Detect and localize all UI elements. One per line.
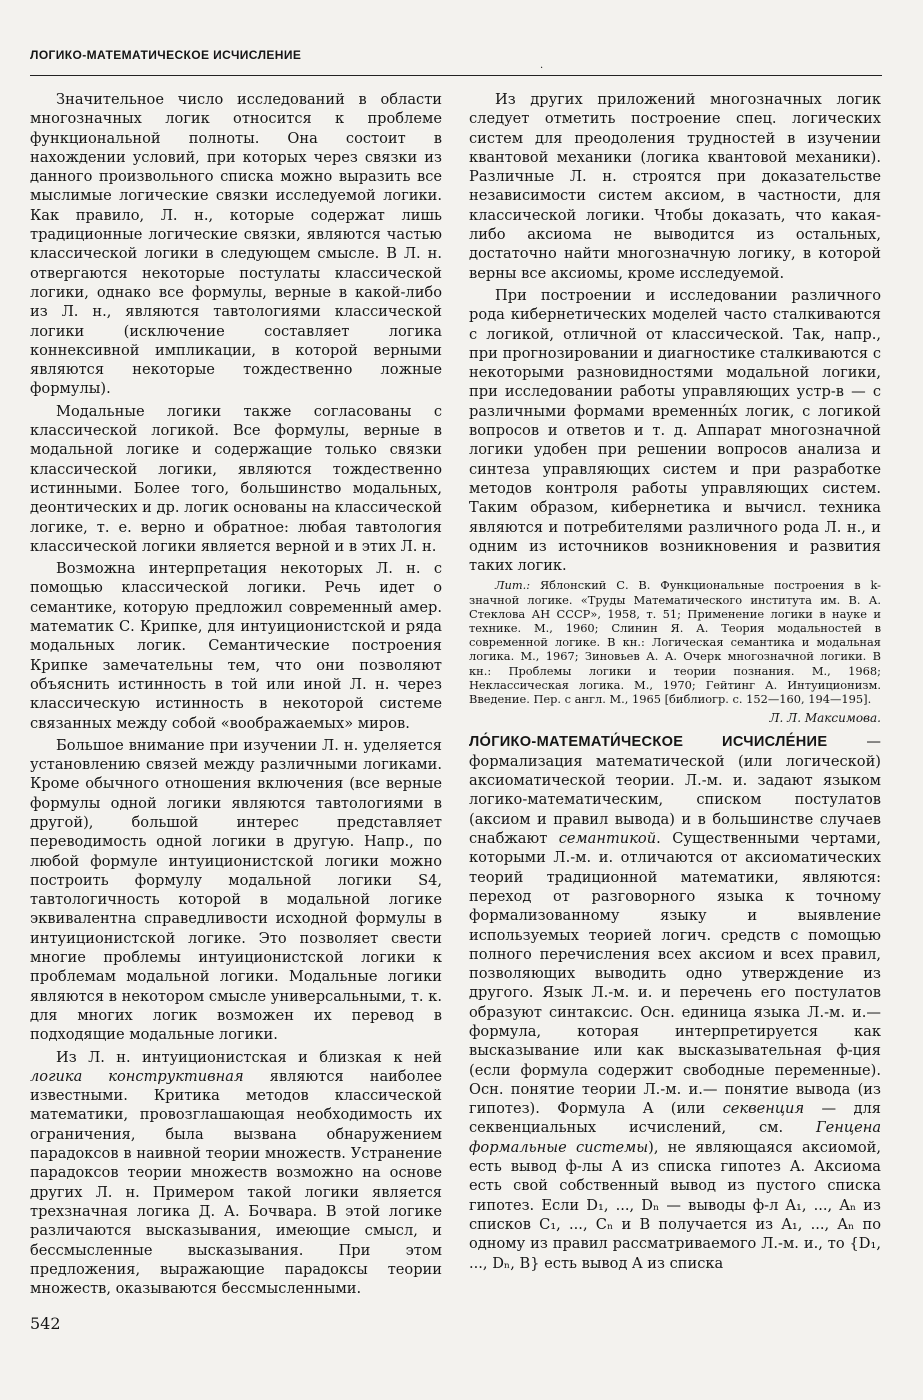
page-number: 542 xyxy=(30,1314,61,1333)
paragraph-translation: Большое внимание при изучении Л. н. уделяется установлению связей между различными логиками. Кроме обычного отношения включения (все верные формулы одной логики являются тавтологиями в другой), большой интерес представляет переводимость одной логики в другую. Напр., по любой формуле интуиционистской логики можно построить формулу модальной логики S4, тавтологичность которой в модальной логике эквивалентна справедливости исходной формулы в интуиционистской логике. Это позволяет свести многие проблемы интуиционистской логики к проблемам модальной логики. Модальные логики являются в некотором смысле универсальными, т. к. для многих логик возможен их перевод в подходящие модальные логики. xyxy=(30,736,442,1044)
cross-reference: логика конструктивная xyxy=(30,1067,244,1085)
paragraph-cybernetics: При построении и исследовании различного рода кибернетических моделей часто сталкиваются с логикой, отличной от классической. Так, напр., при прогнозировании и диагностике сталкиваются с некоторыми разновидностями модальной логики, при исследовании работы управляющих устр-в — с различными формами временны́х логик, с логикой вопросов и ответов и т. д. Аппарат многозначной логики удобен при решении вопросов анализа и синтеза управляющих систем и при разработке методов контроля работы управляющих систем. Таким образом, кибернетика и вычисл. техника являются и потребителями различного рода Л. н., и одним из источников возникновения и развития таких логик. xyxy=(469,286,881,575)
header-rule xyxy=(30,75,882,76)
cross-reference: семантикой xyxy=(558,830,657,848)
text: являются наиболее известными. Критика методов классической математики, провозглашающая необходимость их ограничения, была вызвана обнаружением парадоксов в наивной теории множеств. Устранение парадоксов теории множеств возможно на основе других Л. н. Примером такой логики является трехзначная логика Д. А. Бочвара. В этой логике различаются высказывания, имеющие смысл, и бессмысленные высказывания. При этом предложения, выражающие парадоксы теории множеств, оказываются бессмысленными. xyxy=(30,1067,442,1298)
author-signature: Л. Л. Максимова. xyxy=(769,711,881,726)
text: — для секвенциальных исчислений, см. xyxy=(469,1100,881,1137)
running-header: ЛОГИКО-МАТЕМАТИЧЕСКОЕ ИСЧИСЛЕНИЕ xyxy=(30,48,302,62)
text: ), не являющаяся аксиомой, есть вывод ф-лы A из списка гипотез A. Аксиома есть свой собственный вывод из пустого списка гипотез. Если D₁, ..., Dₙ — выводы ф-л A₁, ..., Aₙ из списков C₁, ..., Cₙ и B получается из A₁, ..., Aₙ по одному из правил рассматриваемого Л.-м. и., то {D₁, ..., Dₙ, B} есть вывод A из списка xyxy=(469,1138,881,1272)
cross-reference: Генцена формальные системы xyxy=(469,1119,882,1156)
text: Из Л. н. интуиционистская и близкая к ней xyxy=(56,1048,442,1066)
literature-list xyxy=(469,578,881,706)
header-dot: . xyxy=(540,60,544,71)
paragraph-applications: Из других приложений многозначных логик следует отметить построение спец. логических систем для преодоления трудностей в изучении квантовой механики (логика квантовой механики). Различные Л. н. строятся при доказательстве независимости систем аксиом, в частности, для классической логики. Чтобы доказать, что какая-либо аксиома не выводится из остальных, достаточно найти многозначную логику, в которой верны все аксиомы, кроме исследуемой. xyxy=(469,91,881,282)
literature-text: Яблонский С. В. Функциональные построения в k-значной логике. «Труды Математического института им. В. А. Стеклова АН СССР», 1958, т. 51; Применение логики в науке и технике. М., 1960; Слинин Я. А. Теория модальностей в современной логике. В кн.: Логическая семантика и модальная логика. М., 1967; Зиновьев А. А. Очерк многозначной логики. В кн.: Проблемы логики и теории познания. М., 1968; Неклассическая логика. М., 1970; Гейтинг А. Интуиционизм. Введение. Пер. с англ. М., 1965 [библиогр. с. 152—160, 194—195]. xyxy=(469,578,882,707)
literature-label: Лит.: xyxy=(495,578,531,593)
text: . Существенными чертами, которыми Л.-м. и. отличаются от аксиоматических теорий традиционной математики, являются: переход от разговорного языка к точному формализованному языку и выявление используемых теорией логич. средств с помощью полного перечисления всех аксиом и всех правил, позволяющих выводить одно утверждение из другого. Язык Л.-м. и. и перечень его постулатов образуют синтаксис. Осн. единица языка Л.-м. и.— формула, которая интерпретируется как высказывание или как высказывательная ф-ция (если формула содержит свободные переменные). Осн. понятие теории Л.-м. и.— понятие вывода (из гипотез). Формула A (или xyxy=(469,830,881,1118)
paragraph-kripke-semantics: Возможна интерпретация некоторых Л. н. с помощью классической логики. Речь идет о семантике, которую предложил современный амер. математик С. Крипке, для интуиционистской и ряда модальных логик. Семантические построения Крипке замечательны тем, что они позволяют объяснить истинность в той или иной Л. н. через классическую истинность в некоторой системе связанных между собой «воображаемых» миров. xyxy=(30,560,442,732)
left-column xyxy=(30,90,442,1301)
paragraph-modal-logics: Модальные логики также согласованы с классической логикой. Все формулы, верные в модальной логике и содержащие только связки классической логики, являются тождественно истинными. Более того, большинство модальных, деонтических и др. логик основаны на классической логике, т. е. верно и обратное: любая тавтология классической логики является верной и в этих Л. н. xyxy=(30,402,442,555)
text: — формализация математической (или логической) аксиоматической теории. Л.-м. и. задают языком логико-математическим, списком постулатов (аксиом и правил вывода) и в большинстве случаев снабжают xyxy=(469,732,881,848)
entry-term: ЛО́ГИКО-МАТЕМАТИ́ЧЕСКОЕ ИСЧИСЛЕ́НИЕ xyxy=(469,733,828,750)
paragraph-intuitionistic xyxy=(30,1048,442,1299)
paragraph-functional-completeness: Значительное число исследований в области многозначных логик относится к проблеме функциональной полноты. Она состоит в нахождении условий, при которых через связки из данного произвольного списка можно выразить все мыслимые логические связки исследуемой логики. Как правило, Л. н., которые содержат лишь традиционные логические связки, являются частью классической логики в следующем смысле. В Л. н. отвергаются некоторые постулаты классической логики, однако все формулы, верные в какой-либо из Л. н., являются тавтологиями классической логики (исключение составляет логика коннексивной импликации, в которой верными являются некоторые тождественно ложные формулы). xyxy=(30,91,442,398)
right-column xyxy=(469,90,881,1276)
entry-logico-mathematical-calculus xyxy=(469,732,881,1273)
cross-reference: секвенция xyxy=(722,1100,805,1118)
